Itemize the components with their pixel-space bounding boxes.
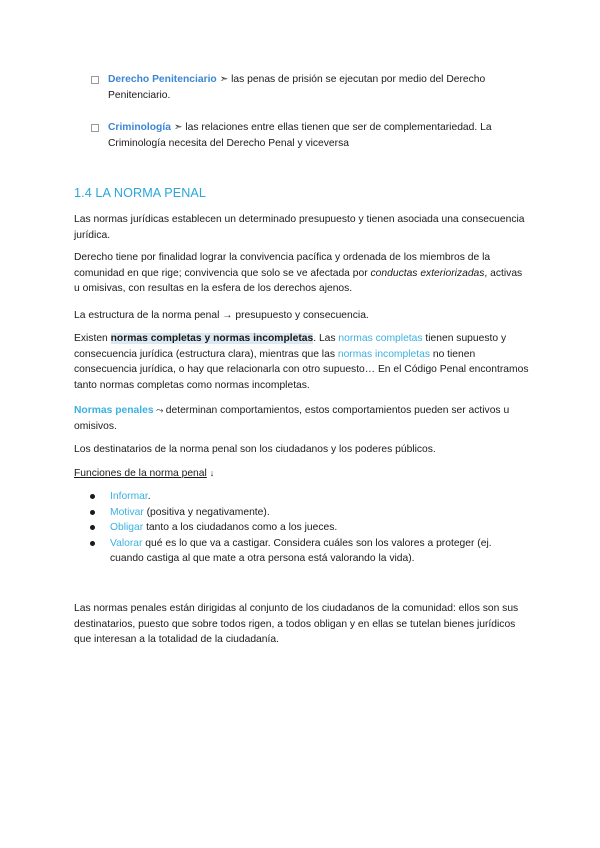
- function-text: .: [147, 491, 151, 502]
- text-segment: Derecho tiene por finalidad lograr la convivencia pacífica y ordenada de los miembros de la comunidad en que rige; convivencia que solo se ve afectada por: [74, 252, 491, 279]
- square-bullet-icon: [91, 76, 99, 84]
- paragraph-tipos-normas: [74, 331, 529, 393]
- bullet-dot-icon: [90, 541, 95, 546]
- function-term: Informar: [110, 491, 148, 502]
- section-heading: 1.4 LA NORMA PENAL: [74, 186, 206, 200]
- functions-title: Funciones de la norma penal: [74, 468, 207, 479]
- bullet-dot-icon: [90, 510, 95, 515]
- function-item-motivar: [74, 505, 514, 521]
- paragraph-normas-juridicas: Las normas jurídicas establecen un determinado presupuesto y tienen asociada una consecuencia jurídica.: [74, 214, 525, 241]
- paragraph-estructura: La estructura de la norma penal → presupuesto y consecuencia.: [74, 310, 369, 321]
- square-bullet-icon: [91, 124, 99, 132]
- paragraph-normas-penales: [74, 403, 529, 434]
- text-segment: no tienen consecuencia jurídica, o hay que relacionarla con otro supuesto… En el Código Penal encontramos tanto normas completas como normas incompletas.: [74, 348, 529, 391]
- function-term: Motivar: [110, 506, 144, 518]
- term-normas-penales: Normas penales: [74, 405, 154, 416]
- term-normas-completas: normas completas: [338, 333, 423, 344]
- list-item-text: las penas de prisión se ejecutan por medio del Derecho Penitenciario.: [108, 74, 486, 101]
- text-segment: tienen supuesto y consecuencia jurídica (estructura clara), mientras que las: [74, 333, 507, 360]
- function-term: Valorar: [110, 537, 143, 549]
- function-term: Obligar: [110, 522, 144, 533]
- list-item-derecho-penitenciario: [91, 72, 548, 103]
- text-segment: Existen: [74, 333, 111, 344]
- italic-text: conductas exteriorizadas: [370, 267, 485, 279]
- bullet-dot-icon: [90, 525, 95, 530]
- function-item-valorar: [74, 536, 514, 567]
- functions-title-row: [74, 466, 529, 482]
- term-criminologia: Criminología: [108, 122, 171, 133]
- text-segment: . Las: [313, 333, 339, 344]
- function-text: (positiva y negativamente).: [143, 506, 270, 518]
- list-item-criminologia: [91, 120, 548, 151]
- function-item-obligar: [74, 520, 514, 536]
- function-text: tanto a los ciudadanos como a los jueces.: [143, 522, 338, 533]
- squiggle-arrow-icon: ⤳: [153, 405, 166, 415]
- function-item-informar: [74, 489, 514, 505]
- arrow-icon: ➣: [219, 74, 229, 85]
- list-item-text: las relaciones entre ellas tienen que ser de complementariedad. La Criminología necesita del Derecho Penal y viceversa: [108, 122, 492, 149]
- function-text: qué es lo que va a castigar. Considera cuáles son los valores a proteger (ej. cuando castiga al que mate a otra persona está valorando la vida).: [110, 537, 492, 564]
- paragraph-finalidad: [74, 250, 529, 297]
- arrow-icon: ➣: [173, 122, 183, 133]
- text-segment: , activas u omisivas, con resultas en la esfera de los derechos ajenos.: [74, 267, 523, 294]
- term-normas-incompletas: normas incompletas: [337, 348, 430, 360]
- paragraph-normas-dirigidas: Las normas penales están dirigidas al conjunto de los ciudadanos de la comunidad: ellos son sus destinatarios, puesto que sobre todos rigen, a todos obligan y en ellas se tutelan bienes jurídicos que interesan a la totalidad de la ciudadanía.: [74, 603, 519, 645]
- text-segment: determinan comportamientos, estos comportamientos pueden ser activos u omisivos.: [74, 405, 510, 432]
- highlighted-text: normas completas y normas incompletas: [110, 333, 314, 344]
- bullet-dot-icon: [90, 494, 95, 499]
- term-derecho-penitenciario: Derecho Penitenciario: [108, 74, 217, 85]
- down-arrow-icon: ↓: [209, 468, 215, 478]
- paragraph-destinatarios: Los destinatarios de la norma penal son los ciudadanos y los poderes públicos.: [74, 444, 436, 455]
- functions-list: [74, 489, 514, 567]
